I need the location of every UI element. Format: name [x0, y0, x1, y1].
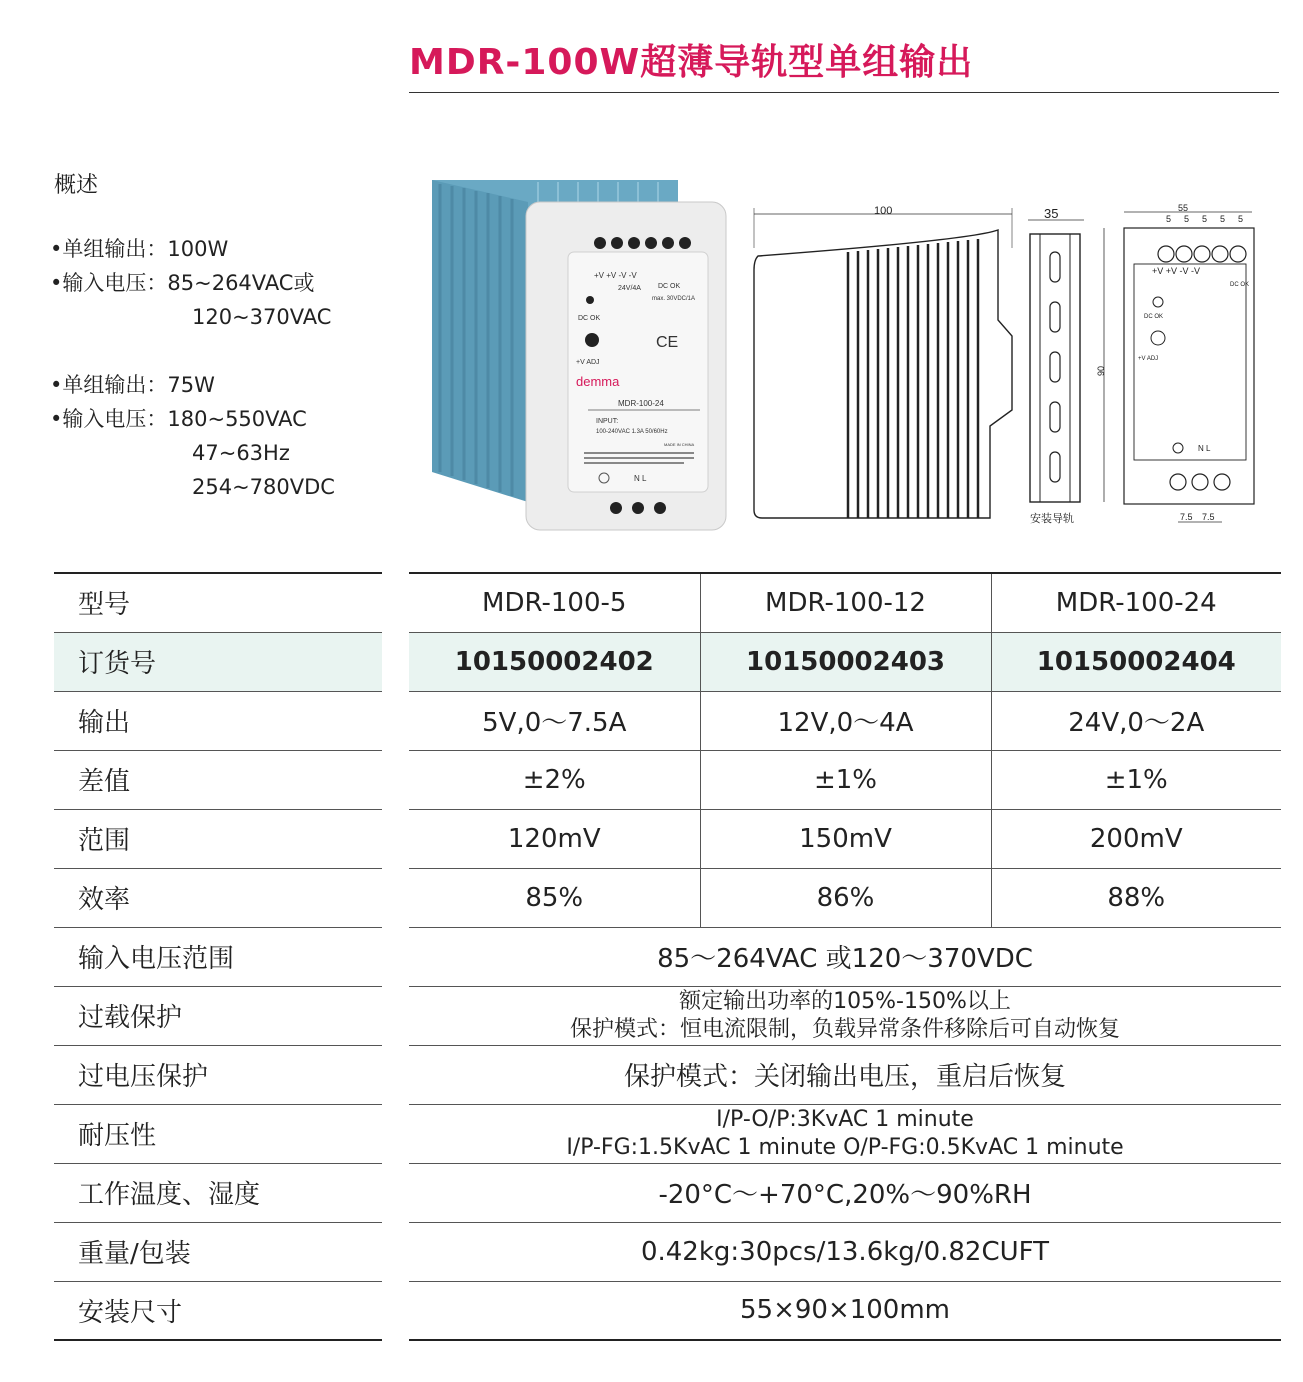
dimensions-cell: 55×90×100mm	[739, 1295, 951, 1326]
svg-text:5: 5	[1238, 214, 1244, 224]
spec-group-2	[50, 368, 335, 504]
svg-text:7.5: 7.5	[1180, 512, 1193, 522]
spec-line: •输入电压：85~264VAC或	[50, 271, 315, 295]
overview-heading: 概述	[54, 173, 99, 198]
efficiency-cell: 88%	[991, 868, 1281, 927]
order-number-cell: 10150002402	[409, 632, 700, 691]
spec-line: 254~780VDC	[192, 475, 335, 499]
overload-cell: 额定输出功率的105%-150%以上 保护模式：恒电流限制，负载异常条件移除后可自动恢复	[409, 986, 1281, 1045]
label-withstand: 耐压性	[54, 1104, 382, 1163]
table-row	[409, 927, 1281, 986]
label-order-no: 订货号	[54, 632, 382, 691]
spec-line: •输入电压：180~550VAC	[50, 407, 307, 431]
dim-height-90: 90	[1096, 365, 1106, 376]
photo-input-value: 100-240VAC 1.3A 50/60Hz	[596, 429, 668, 435]
temp-humidity-cell: -20°C～+70°C,20%～90%RH	[409, 1163, 1281, 1222]
order-number-cell: 10150002403	[700, 632, 991, 691]
label-overload: 过载保护	[54, 986, 382, 1045]
overvoltage-cell: 保护模式：关闭输出电压，重启后恢复	[409, 1045, 1281, 1104]
svg-text:7.5: 7.5	[1202, 512, 1215, 522]
drawing-dc-ok: DC OK	[1230, 282, 1250, 288]
table-row	[409, 1104, 1281, 1163]
drawing-adj-label: +V ADJ	[1138, 356, 1159, 362]
label-weight-pack: 重量/包装	[54, 1222, 382, 1281]
page-title: MDR-100W超薄导轨型单组输出	[409, 42, 974, 83]
title-divider	[409, 92, 1279, 93]
withstand-cell: I/P-O/P:3KvAC 1 minute I/P-FG:1.5KvAC 1 minute O/P-FG:0.5KvAC 1 minute	[409, 1104, 1281, 1163]
photo-input-label: INPUT:	[596, 418, 619, 425]
table-row	[409, 1281, 1281, 1340]
spec-value-table	[409, 572, 1281, 1341]
label-tolerance: 差值	[54, 750, 382, 809]
svg-text:5: 5	[1166, 214, 1172, 224]
svg-text:5: 5	[1202, 214, 1208, 224]
spec-line: 120~370VAC	[192, 305, 332, 329]
photo-relay: max. 30VDC/1A	[652, 296, 696, 302]
photo-dc-ok: DC OK	[658, 283, 681, 290]
spec-line: •单组输出：100W	[50, 237, 229, 261]
table-row	[409, 809, 1281, 868]
svg-text:5: 5	[1184, 214, 1190, 224]
table-row	[409, 1222, 1281, 1281]
drawing-terminals: +V +V -V -V	[1152, 266, 1201, 276]
label-efficiency: 效率	[54, 868, 382, 927]
photo-led-label: DC OK	[578, 315, 601, 322]
front-dimension-drawing	[1094, 200, 1264, 530]
table-row	[409, 868, 1281, 927]
photo-model: MDR-100-24	[618, 399, 664, 408]
model-cell: MDR-100-12	[700, 573, 991, 632]
product-photo	[428, 172, 728, 532]
input-range-cell: 85～264VAC 或120～370VDC	[409, 927, 1281, 986]
label-temp-humidity: 工作温度、湿度	[54, 1163, 382, 1222]
dim-width-35: 35	[1044, 206, 1059, 221]
spec-line: 47~63Hz	[192, 441, 290, 465]
output-cell: 12V,0～4A	[700, 691, 991, 750]
side-dimension-drawing	[750, 200, 1020, 530]
table-row	[409, 986, 1281, 1045]
efficiency-cell: 85%	[409, 868, 700, 927]
photo-made-in: MADE IN CHINA	[664, 442, 695, 447]
drawing-led-label: DC OK	[1144, 314, 1164, 320]
model-cell: MDR-100-24	[991, 573, 1281, 632]
label-ripple: 范围	[54, 809, 382, 868]
table-row	[409, 573, 1281, 632]
photo-terminals-label: +V +V -V -V	[594, 271, 637, 280]
ripple-cell: 150mV	[700, 809, 991, 868]
ce-mark-icon: CE	[656, 334, 679, 351]
weight-pack-cell: 0.42kg:30pcs/13.6kg/0.82CUFT	[409, 1222, 1281, 1281]
rail-drawing	[1022, 200, 1092, 530]
brand-logo: demma	[576, 374, 620, 389]
photo-bottom-terminals: N L	[634, 474, 647, 483]
photo-rating: 24V/4A	[618, 285, 641, 292]
model-cell: MDR-100-5	[409, 573, 700, 632]
photo-adj-label: +V ADJ	[576, 359, 600, 366]
tolerance-cell: ±1%	[991, 750, 1281, 809]
tolerance-cell: ±2%	[409, 750, 700, 809]
table-row	[409, 632, 1281, 691]
efficiency-cell: 86%	[700, 868, 991, 927]
output-cell: 24V,0～2A	[991, 691, 1281, 750]
tolerance-cell: ±1%	[700, 750, 991, 809]
table-row	[409, 1045, 1281, 1104]
label-overvoltage: 过电压保护	[54, 1045, 382, 1104]
label-model: 型号	[54, 573, 382, 632]
ripple-cell: 200mV	[991, 809, 1281, 868]
label-output: 输出	[54, 691, 382, 750]
ripple-cell: 120mV	[409, 809, 700, 868]
table-row	[409, 1163, 1281, 1222]
drawing-bottom-terminals: N L	[1198, 444, 1211, 453]
label-dimensions: 安装尺寸	[78, 1297, 183, 1328]
table-row	[409, 691, 1281, 750]
spec-label-column	[54, 572, 382, 1341]
spec-group-1	[50, 232, 331, 334]
order-number-cell: 10150002404	[991, 632, 1281, 691]
output-cell: 5V,0～7.5A	[409, 691, 700, 750]
dim-width-100: 100	[874, 205, 893, 217]
spec-line: •单组输出：75W	[50, 373, 215, 397]
dim-width-55: 55	[1178, 203, 1189, 213]
table-row	[409, 750, 1281, 809]
label-input-range: 输入电压范围	[54, 927, 382, 986]
rail-label: 安装导轨	[1030, 512, 1074, 525]
svg-text:5: 5	[1220, 214, 1226, 224]
